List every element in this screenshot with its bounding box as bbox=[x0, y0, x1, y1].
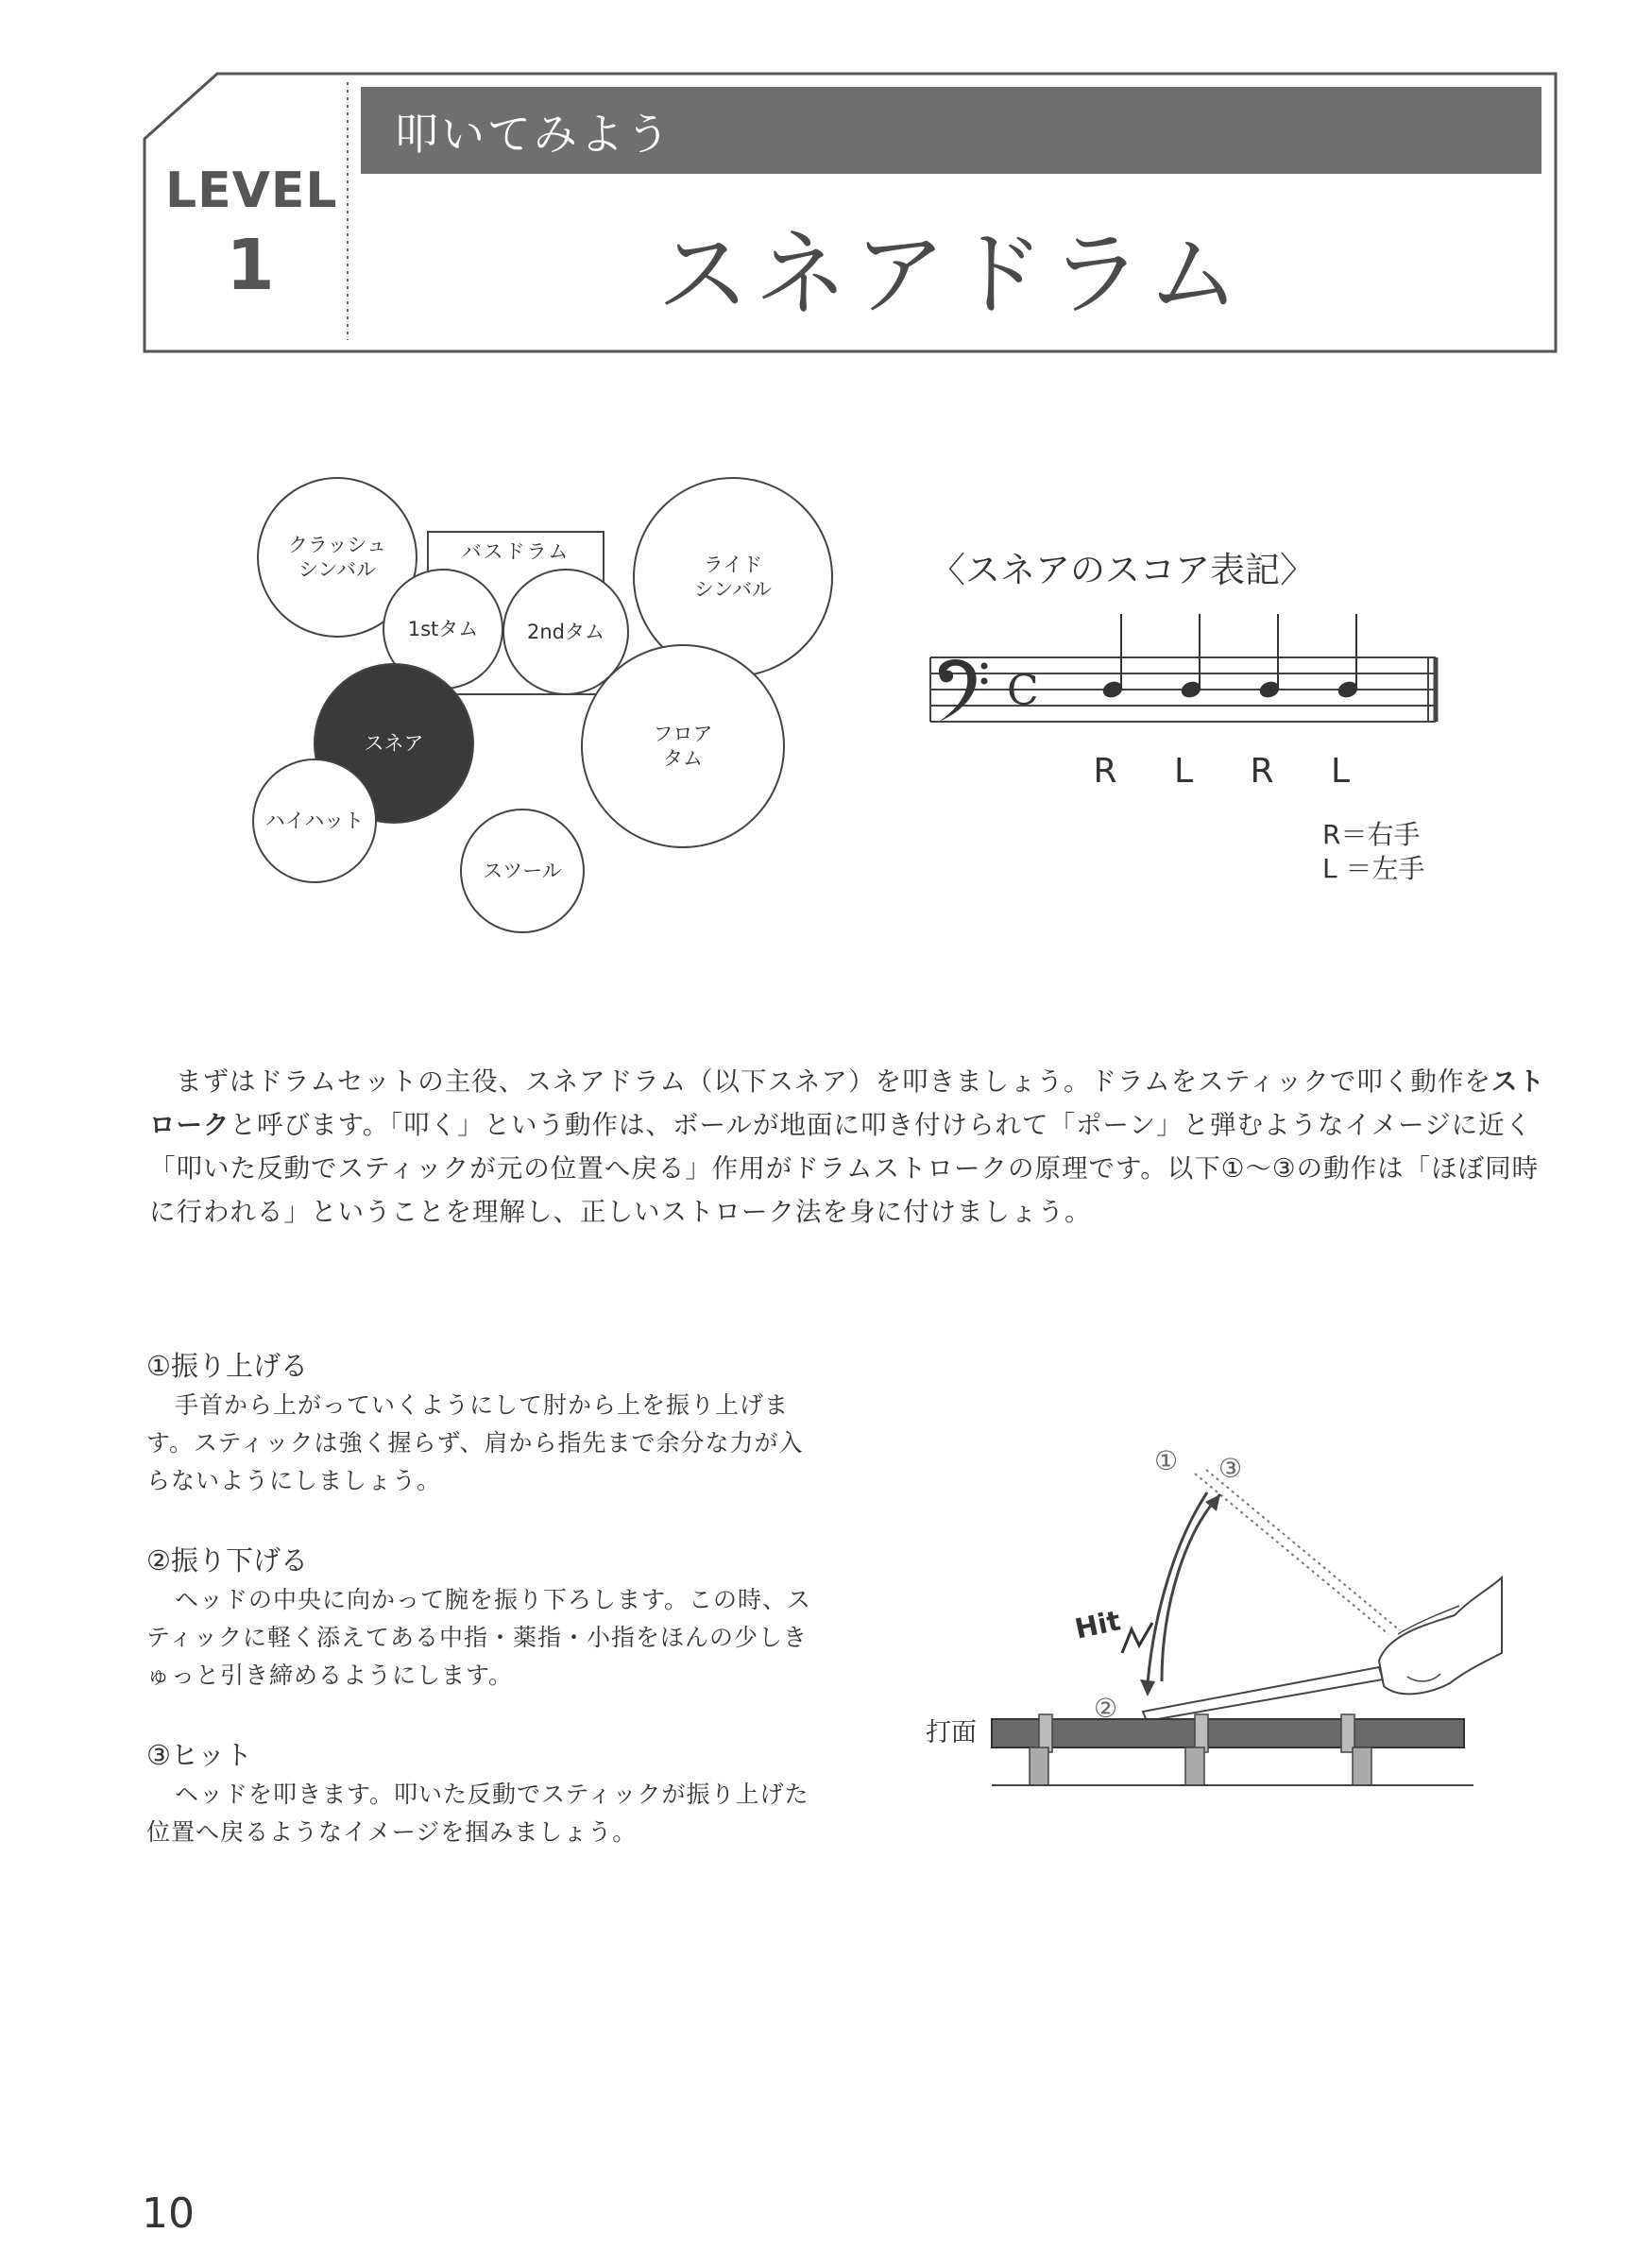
strike-surface-label: 打面 bbox=[926, 1718, 977, 1747]
stool: スツール bbox=[460, 809, 585, 933]
crash-cymbal: クラッシュ シンバル bbox=[257, 477, 417, 638]
snare-score-staff bbox=[926, 605, 1445, 756]
common-time-icon: C bbox=[1007, 667, 1039, 715]
level-label: LEVEL bbox=[165, 162, 338, 219]
hand-label-2: L bbox=[1173, 752, 1194, 791]
marker-2: ② bbox=[1094, 1693, 1118, 1724]
marker-1: ① bbox=[1154, 1445, 1179, 1476]
snare-drum: スネア bbox=[314, 663, 474, 824]
score-title: 〈スネアのスコア表記〉 bbox=[930, 550, 1315, 590]
tom-1: 1stタム bbox=[383, 569, 503, 690]
step-2-title: ②振り下げる bbox=[146, 1544, 308, 1577]
intro-text-1: まずはドラムセットの主役、スネアドラム（以下スネア）を叩きましょう。ドラムをスティックで叩く動作を bbox=[176, 1066, 1491, 1097]
legend-right-hand: R＝右手 bbox=[1322, 819, 1421, 850]
legend-left-hand: L ＝左手 bbox=[1322, 853, 1425, 884]
intro-bold-term: ストローク bbox=[149, 1066, 1545, 1140]
hi-hat: ハイハット bbox=[252, 759, 377, 883]
level-number: 1 bbox=[226, 225, 275, 306]
ride-cymbal: ライド シンバル bbox=[633, 477, 833, 677]
step-1-body: 手首から上がっていくようにして肘から上を振り上げます。スティックは強く握らず、肩から指先まで余分な力が入らないようにしましょう。 bbox=[146, 1391, 804, 1494]
tom-2: 2ndタム bbox=[502, 569, 629, 695]
page-title: スネアドラム bbox=[656, 221, 1246, 329]
hand-label-1: R bbox=[1093, 752, 1117, 791]
floor-tom: フロア タム bbox=[581, 644, 785, 848]
hand-label-3: R bbox=[1250, 752, 1274, 791]
step-3-title: ③ヒット bbox=[146, 1739, 253, 1771]
drum-shell bbox=[992, 1719, 1464, 1747]
intro-text-2: と呼びます。「叩く」という動作は、ボールが地面に叩き付けられて「ポーン」と弾むようなイメージに近く「叩いた反動でスティックが元の位置へ戻る」作用がドラムストロークの原理です。以下①〜③の動作は「ほぼ同時に行われる」ということを理解し、正しいストローク法を身に付けましょう。 bbox=[149, 1110, 1540, 1227]
stroke-illustration bbox=[982, 1436, 1511, 1814]
bass-drum-label: バスドラム bbox=[461, 540, 571, 563]
marker-3: ③ bbox=[1218, 1453, 1243, 1484]
hand-label-4: L bbox=[1330, 752, 1351, 791]
hit-spark-icon bbox=[1122, 1623, 1152, 1653]
step-1-title: ①振り上げる bbox=[146, 1350, 308, 1382]
intro-paragraph bbox=[149, 1060, 1547, 1234]
step-2-body: ヘッドの中央に向かって腕を振り下ろします。この時、スティックに軽く添えてある中指・薬指・小指をほんの少しきゅっと引き締めるようにします。 bbox=[146, 1586, 812, 1689]
step-3-body: ヘッドを叩きます。叩いた反動でスティックが振り上げた位置へ戻るようなイメージを掴みましょう。 bbox=[146, 1781, 809, 1846]
hit-label: Hit bbox=[1071, 1604, 1124, 1645]
subtitle: 叩いてみよう bbox=[395, 109, 673, 160]
page-number: 10 bbox=[142, 2190, 195, 2238]
hand-illustration bbox=[1379, 1577, 1502, 1694]
